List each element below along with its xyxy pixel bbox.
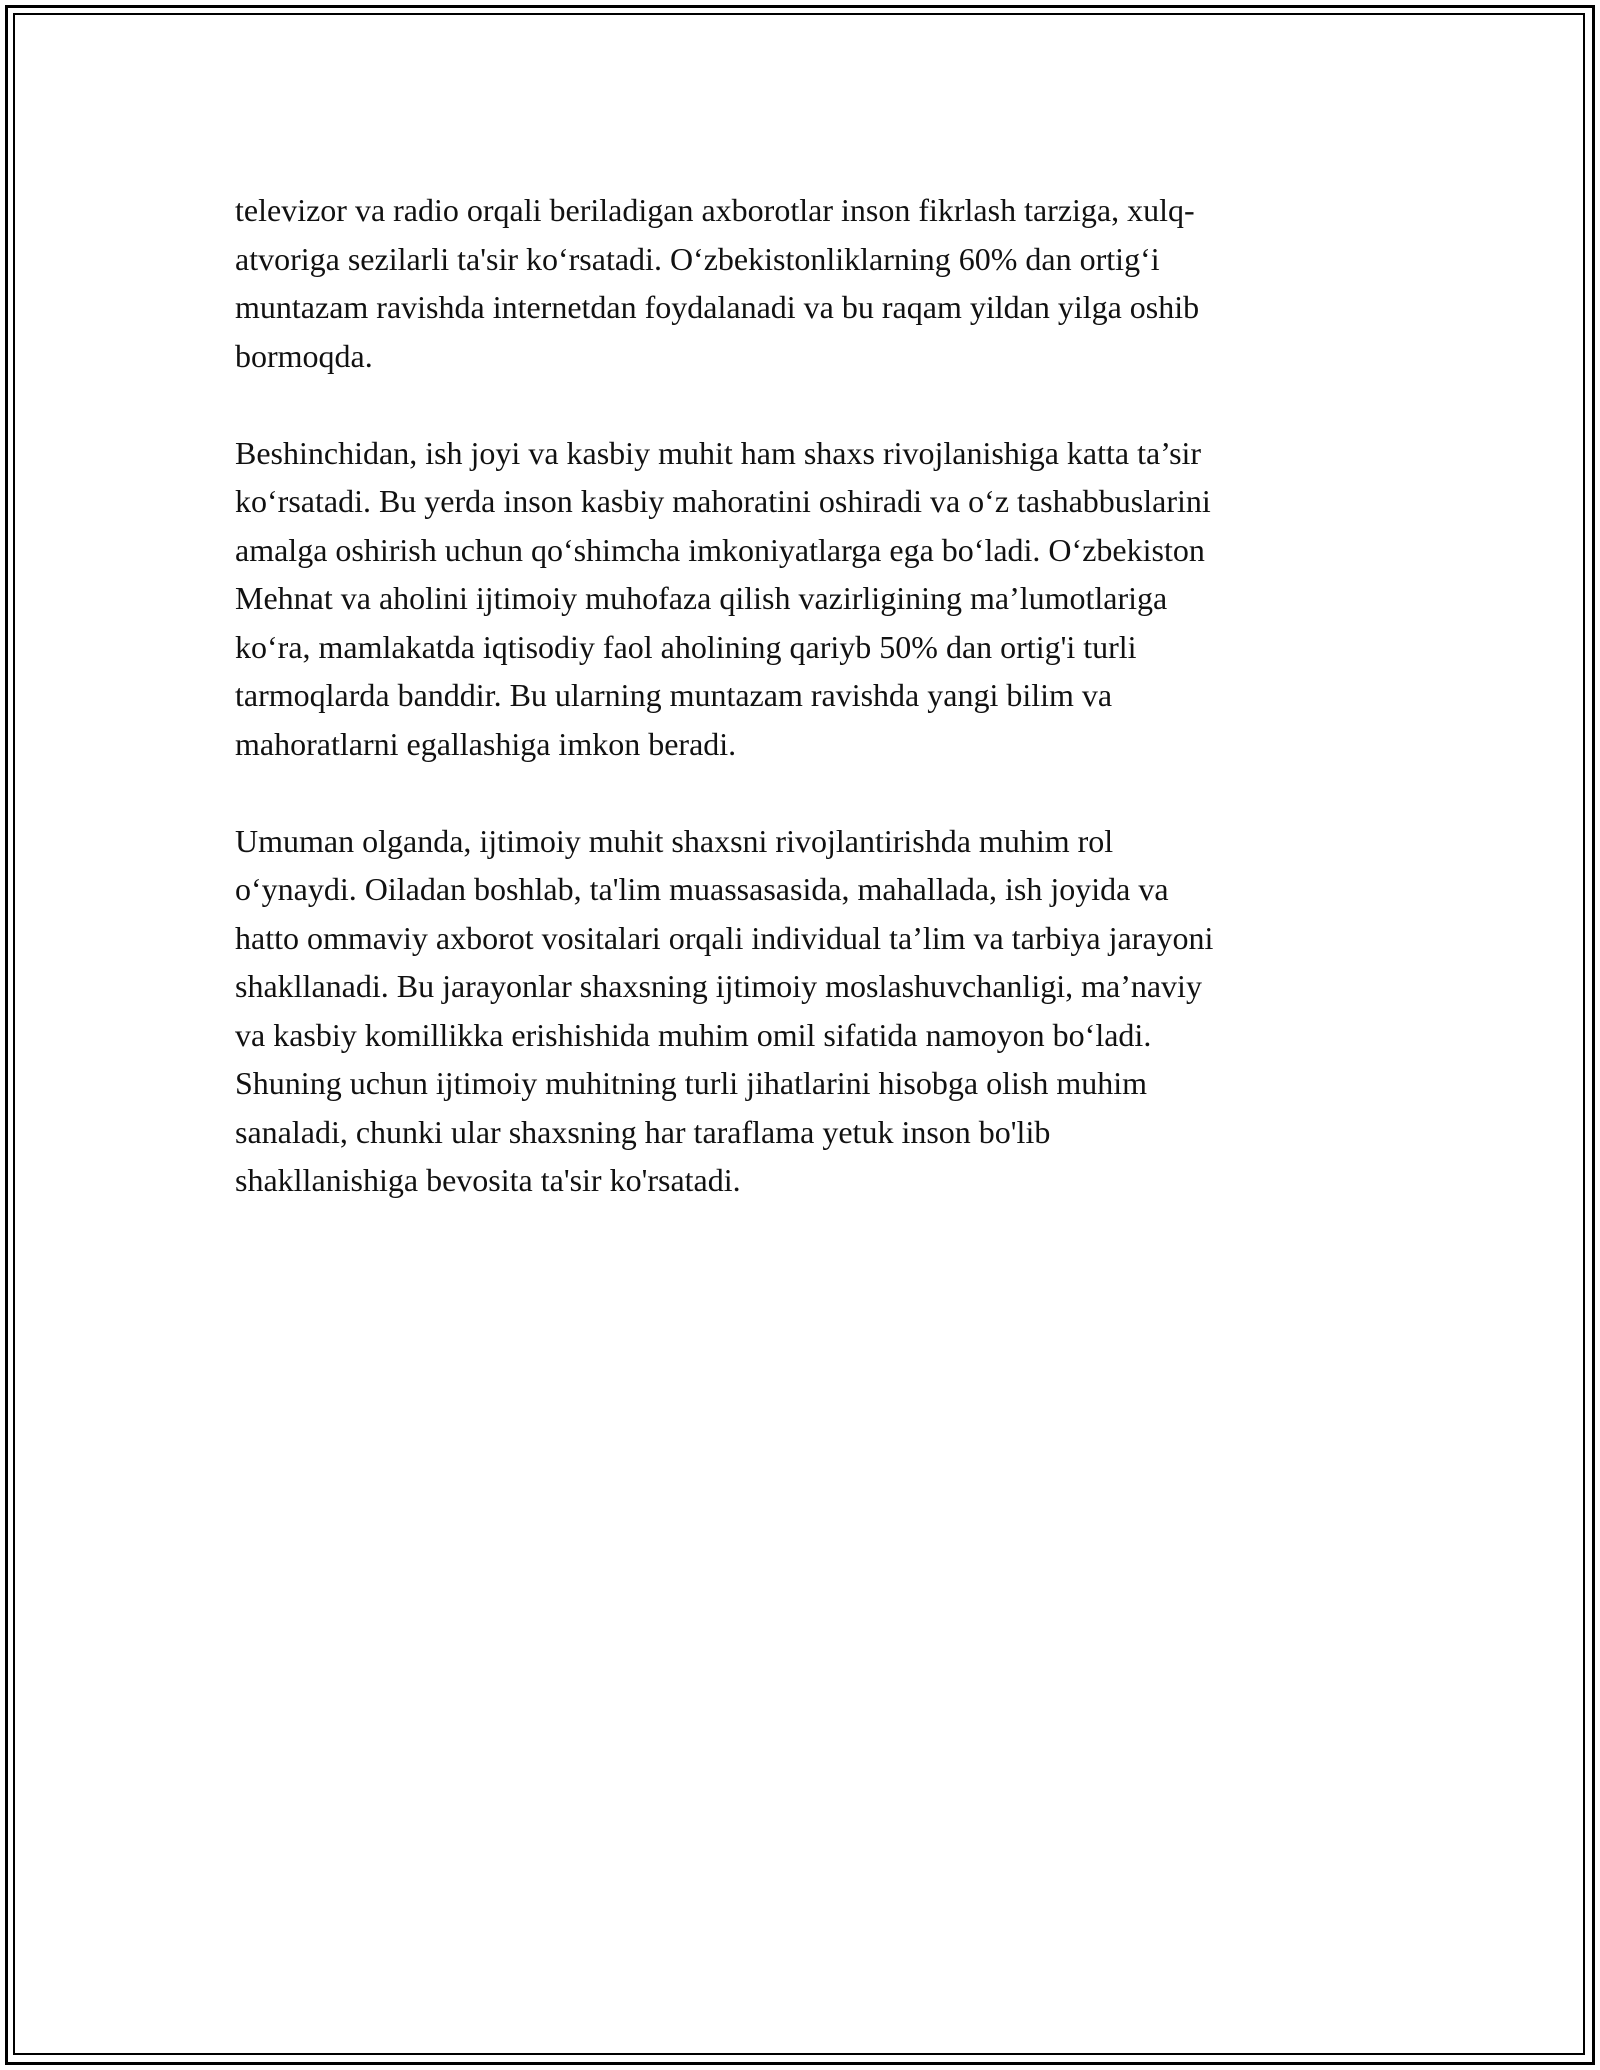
document-body bbox=[235, 186, 1385, 1253]
paragraph-3: Umuman olganda, ijtimoiy muhit shaxsni rivojlantirishda muhim rol o‘ynaydi. Oiladan boshlab, ta'lim muassasasida, mahallada, ish joyida va hatto ommaviy axborot vositalari orqali individual ta’lim va tarbiya jarayoni shakllanadi. Bu jarayonlar shaxsning ijtimoiy moslashuvchanligi, ma’naviy va kasbiy komillikka erishishida muhim omil sifatida namoyon bo‘ladi. Shuning uchun ijtimoiy muhitning turli jihatlarini hisobga olish muhim sanaladi, chunki ular shaxsning har taraflama yetuk inson bo'lib shakllanishiga bevosita ta'sir ko'rsatadi. bbox=[235, 822, 1214, 1198]
paragraph-1: televizor va radio orqali beriladigan axborotlar inson fikrlash tarziga, xulq- atvoriga sezilarli ta'sir ko‘rsatadi. O‘zbekistonliklarning 60% dan ortig‘i muntazam ravishda internetdan foydalanadi va bu raqam yildan yilga oshib bormoqda. bbox=[235, 192, 1200, 374]
paragraph-2: Beshinchidan, ish joyi va kasbiy muhit ham shaxs rivojlanishiga katta ta’sir ko‘rsatadi. Bu yerda inson kasbiy mahoratini oshiradi va o‘z tashabbuslarini amalga oshirish uchun qo‘shimcha imkoniyatlarga ega bo‘ladi. O‘zbekiston Mehnat va aholini ijtimoiy muhofaza qilish vazirligining ma’lumotlariga ko‘ra, mamlakatda iqtisodiy faol aholining qariyb 50% dan ortig'i turli tarmoqlarda banddir. Bu ularning muntazam ravishda yangi bilim va mahoratlarni egallashiga imkon beradi. bbox=[235, 434, 1211, 762]
